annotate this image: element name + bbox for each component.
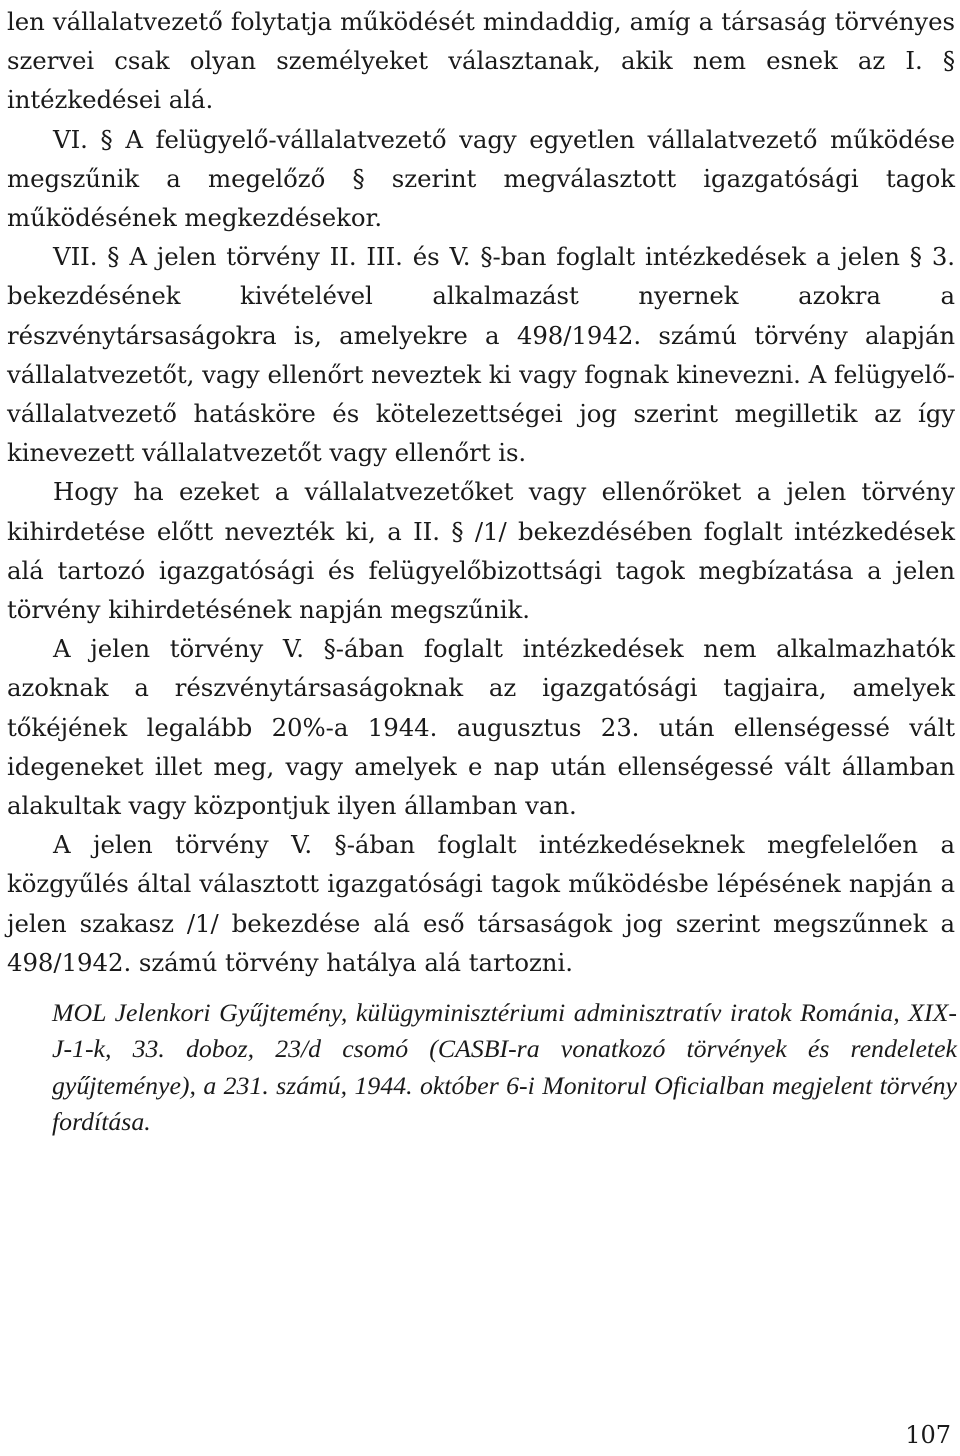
body-text [7, 2, 955, 982]
source-footnote: MOL Jelenkori Gyűjtemény, külügyminisztériumi adminisztratív iratok Románia, XIX-J-1-k, 33. doboz, 23/d csomó (CASBI-ra vonatkozó törvények és rendeletek gyűjteménye), a 231. számú, 1944. október 6-i Monitorul Oficialban megjelent törvény fordítása. [52, 998, 957, 1137]
paragraph-termination: A jelen törvény V. §-ában foglalt intézkedéseknek megfelelően a közgyűlés által választott igazgatósági tagok működésbe lépésének napján a jelen szakasz /1/ bekezdése alá eső társaságok jog szerint megszűnnek a 498/1942. számú törvény hatálya alá tartozni. [7, 830, 955, 977]
paragraph-appointed-managers: Hogy ha ezeket a vállalatvezetőket vagy ellenőröket a jelen törvény kihirdetése előtt nevezték ki, a II. § /1/ bekezdésében foglalt intézkedések alá tartozó igazgatósági és felügyelőbizottsági tagok megbízatása a jelen törvény kihirdetésének napján megszűnik. [7, 477, 955, 625]
document-page [7, 0, 955, 1456]
paragraph-section-vi: VI. § A felügyelő-vállalatvezető vagy egyetlen vállalatvezető működése megszűnik a megelőző § szerint megválasztott igazgatósági tagok működésének megkezdésekor. [7, 124, 955, 233]
paragraph-section-vii: VII. § A jelen törvény II. III. és V. §-ban foglalt intézkedések a jelen § 3. bekezdésének kivételével alkalmazást nyernek azokra a részvénytársaságokra is, amelyekre a 498/1942. számú törvény alapján vállalatvezetőt, vagy ellenőrt neveztek ki vagy fognak kinevezni. A felügyelő-vállalatvezető hatásköre és kötelezettségei jog szerint megilletik az így kinevezett vállalatvezetőt vagy ellenőrt is. [7, 242, 955, 468]
page-number: 107 [905, 1421, 951, 1449]
paragraph-continuation: len vállalatvezető folytatja működését mindaddig, amíg a társaság törvényes szervei csak olyan személyeket választanak, akik nem esnek az I. § intézkedései alá. [7, 7, 955, 115]
paragraph-exceptions: A jelen törvény V. §-ában foglalt intézkedések nem alkalmazhatók azoknak a részvénytársaságoknak az igazgatósági tagjaira, amelyek tőkéjének legalább 20%-a 1944. augusztus 23. után ellenségessé vált idegeneket illet meg, vagy amelyek e nap után ellenségessé vált államban alakultak vagy központjuk ilyen államban van. [7, 634, 955, 821]
